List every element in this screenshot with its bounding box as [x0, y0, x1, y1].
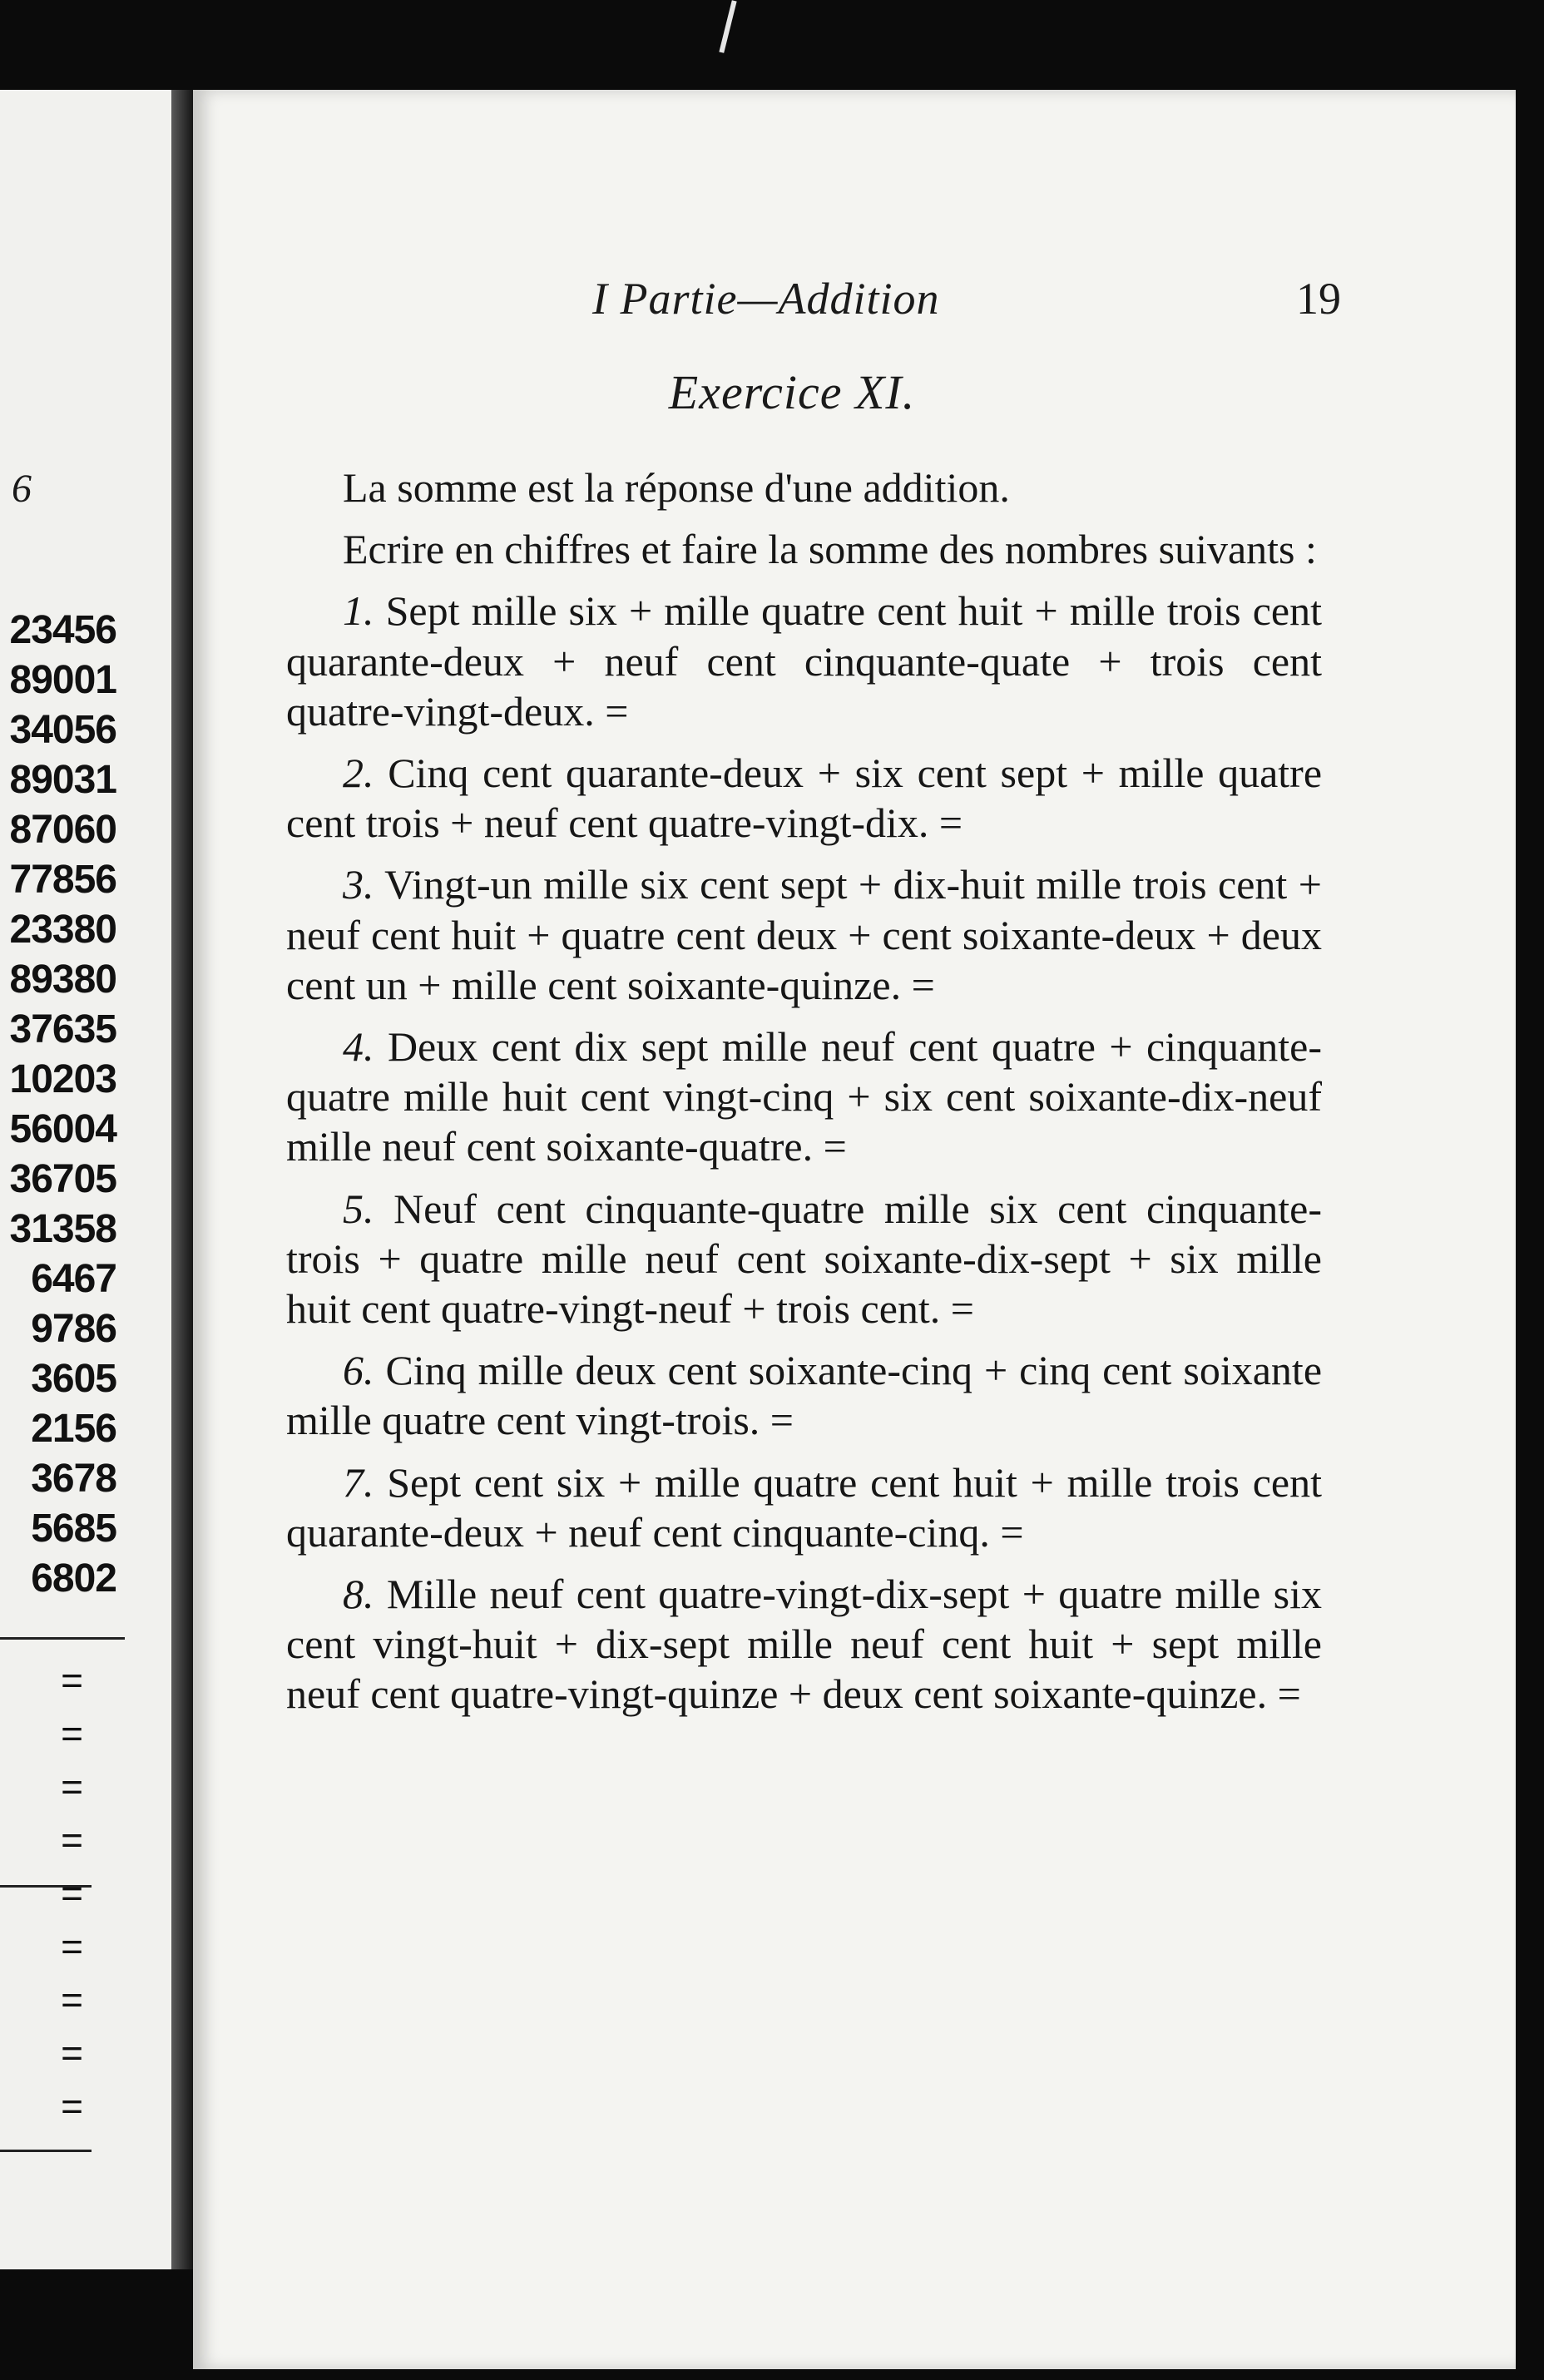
book-spine-shadow — [171, 90, 193, 2269]
page-number: 19 — [1296, 274, 1341, 324]
exercise-item — [286, 1345, 1322, 1445]
running-title: I Partie—Addition — [592, 274, 940, 324]
previous-page-number: 89380 — [9, 957, 116, 1002]
exercise-text: Mille neuf cent quatre-vingt-dix-sept + quatre mille six cent vingt-huit + dix-sept mille neuf cent huit + sept mille neuf cent quatre-vingt-quinze + deux cent soixante-quinze. = — [286, 1571, 1322, 1718]
exercise-number: 6. — [343, 1347, 374, 1394]
equals-sign: = — [61, 1872, 83, 1915]
exercise-text: Deux cent dix sept mille neuf cent quatre + cinquante-quatre mille huit cent vingt-cinq + six cent soixante-dix-neuf mille neuf cent soixante-quatre. = — [286, 1023, 1322, 1170]
running-head — [592, 273, 1341, 324]
previous-page-number-column — [0, 606, 116, 1604]
exercise-text: Vingt-un mille six cent sept + dix-huit mille trois cent + neuf cent huit + quatre cent deux + cent soixante-deux + deux cent un + mille cent soixante-quinze. = — [286, 861, 1322, 1008]
equals-sign: = — [61, 1712, 83, 1755]
intro-line: La somme est la réponse d'une addition. — [343, 464, 1010, 511]
exercise-item — [286, 1184, 1322, 1334]
previous-page-number: 34056 — [9, 708, 116, 752]
exercise-number: 4. — [343, 1023, 374, 1071]
previous-page-number: 3678 — [31, 1457, 116, 1501]
equals-sign: = — [61, 1659, 83, 1702]
previous-page-fragment — [0, 90, 193, 2269]
previous-page-number: 87060 — [9, 808, 116, 852]
equals-sign: = — [61, 2085, 83, 2128]
previous-page-number: 6467 — [31, 1257, 116, 1301]
exercise-text: Sept cent six + mille quatre cent huit + mille trois cent quarante-deux + neuf cent cinquante-cinq. = — [286, 1458, 1322, 1556]
previous-page-number: 5685 — [31, 1507, 116, 1551]
exercise-item — [286, 1457, 1322, 1557]
previous-page-number: 23456 — [9, 608, 116, 652]
equals-sign: = — [61, 1978, 83, 2021]
previous-page-number: 89031 — [9, 758, 116, 802]
exercise-number: 5. — [343, 1185, 374, 1232]
exercise-number: 8. — [343, 1571, 374, 1618]
previous-page-header-fragment: 6 — [12, 467, 32, 511]
previous-page-number: 31358 — [9, 1207, 116, 1251]
exercise-number: 1. — [343, 587, 374, 635]
previous-page-number: 10203 — [9, 1057, 116, 1101]
exercise-number: 2. — [343, 750, 374, 797]
previous-page-number: 89001 — [9, 658, 116, 702]
exercise-text: Cinq cent quarante-deux + six cent sept + mille quatre cent trois + neuf cent quatre-vingt-dix. = — [286, 750, 1323, 847]
sum-rule — [0, 2150, 92, 2152]
exercise-title: Exercice XI. — [668, 365, 916, 419]
book-page — [193, 90, 1516, 2369]
previous-page-number: 56004 — [9, 1107, 116, 1151]
scan-artifact-stroke — [719, 0, 736, 53]
previous-page-number: 36705 — [9, 1157, 116, 1201]
previous-page-number: 2156 — [31, 1407, 116, 1451]
previous-page-number: 37635 — [9, 1007, 116, 1051]
exercise-text: Sept mille six + mille quatre cent huit + mille trois cent quarante-deux + neuf cent cinquante-quate + trois cent quatre-vingt-deux. = — [286, 587, 1322, 735]
previous-page-number: 9786 — [31, 1307, 116, 1351]
equals-sign: = — [61, 1765, 83, 1809]
previous-page-number: 6802 — [31, 1556, 116, 1601]
previous-page-number: 3605 — [31, 1357, 116, 1401]
exercise-number: 3. — [343, 861, 374, 908]
exercise-item — [286, 1022, 1322, 1172]
exercise-item — [286, 748, 1322, 848]
exercise-number: 7. — [343, 1458, 374, 1506]
equals-sign: = — [61, 1925, 83, 1968]
exercise-item — [286, 859, 1322, 1010]
exercise-item — [286, 586, 1322, 736]
exercise-text: Cinq mille deux cent soixante-cinq + cinq cent soixante mille quatre cent vingt-trois. = — [286, 1347, 1323, 1444]
exercise-list — [286, 586, 1322, 1719]
equals-sign: = — [61, 1818, 83, 1862]
previous-page-number: 77856 — [9, 858, 116, 902]
equals-sign: = — [61, 2031, 83, 2075]
sum-rule — [0, 1637, 125, 1640]
exercise-item — [286, 1569, 1322, 1719]
exercise-body — [286, 463, 1322, 1719]
previous-page-number: 23380 — [9, 908, 116, 952]
previous-page-equals-column — [0, 1654, 83, 2133]
exercise-text: Neuf cent cinquante-quatre mille six cent cinquante-trois + quatre mille neuf cent soixante-dix-sept + six mille huit cent quatre-vingt-neuf + trois cent. = — [286, 1185, 1322, 1333]
instruction-paragraph: Ecrire en chiffres et faire la somme des nombres suivants : — [343, 526, 1317, 573]
